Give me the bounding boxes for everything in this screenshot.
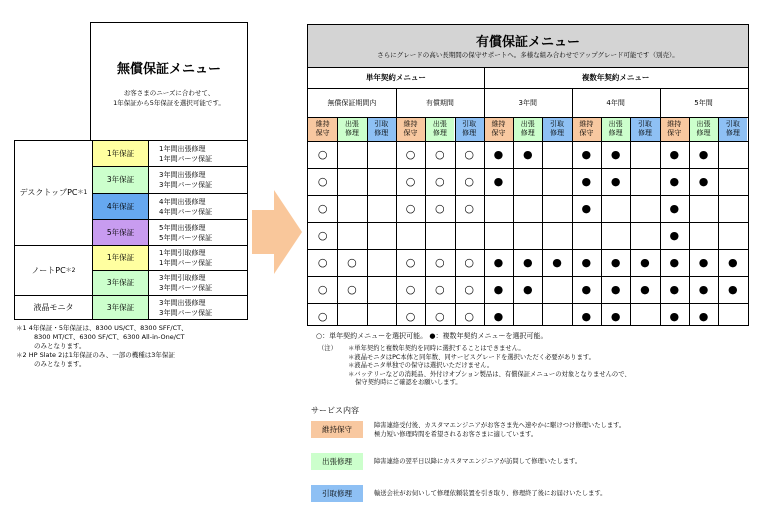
desktop-3yr: 3年保証	[93, 167, 149, 194]
grid-vline	[337, 117, 338, 325]
service-col-header	[513, 117, 542, 141]
service-col-line2: 保守	[579, 129, 594, 137]
notes-label: （注）	[318, 345, 337, 352]
grid-mark	[718, 222, 747, 249]
free-menu-title: 無償保証メニュー	[116, 62, 221, 77]
grid-mark: ○	[317, 283, 328, 296]
desktop-3yr-desc	[149, 167, 247, 194]
grid-hline	[308, 195, 748, 196]
grid-mark: ●	[698, 148, 709, 161]
desc-line: 3年間パーツ保証	[159, 308, 213, 317]
grid-hline	[308, 303, 748, 304]
grid-hline	[308, 141, 748, 142]
grid-mark	[337, 195, 366, 222]
service-col-line1: 維持	[315, 120, 330, 128]
service-col-line2: 修理	[637, 129, 652, 137]
period-header-0: 無償保証期間内	[327, 98, 377, 107]
grid-mark: ○	[405, 148, 416, 161]
grid-mark	[718, 303, 747, 330]
grid-mark	[367, 168, 396, 195]
service-col-header	[455, 117, 484, 141]
desc-line: 1年間パーツ保証	[159, 259, 213, 267]
notebook-3yr: 3年保証	[93, 271, 149, 296]
service-desc-maintenance	[374, 421, 625, 439]
paid-menu-title: 有償保証メニュー	[475, 35, 580, 50]
service-col-header	[660, 117, 689, 141]
grid-mark	[689, 195, 718, 222]
service-col-line1: 出張	[520, 120, 535, 128]
grid-mark: ○	[317, 148, 328, 161]
grid-mark: ○	[405, 202, 416, 215]
notebook-3yr-desc	[149, 271, 247, 296]
grid-vline	[513, 117, 514, 325]
free-menu-table	[14, 140, 248, 320]
grid-mark: ○	[317, 175, 328, 188]
grid-hline	[308, 168, 748, 169]
desktop-4yr: 4年保証	[93, 194, 149, 220]
desc-line: 5年間パーツ保証	[159, 233, 213, 242]
right-arrow-icon	[252, 190, 304, 274]
grid-vline	[660, 88, 661, 325]
service-col-header	[425, 117, 454, 141]
grid-mark: ○	[464, 256, 474, 269]
multi-year-header: 複数年契約メニュー	[581, 73, 650, 82]
grid-mark: ●	[669, 175, 680, 188]
grid-hline	[308, 249, 748, 250]
grid-mark: ●	[728, 283, 738, 296]
grid-mark	[367, 249, 396, 276]
service-desc-line: 極力短い修理時間を希望されるお客さまに適しています。	[374, 431, 538, 438]
service-col-line2: 保守	[403, 129, 418, 137]
grid-mark	[542, 303, 571, 330]
monitor-3yr-desc	[149, 296, 247, 319]
grid-mark	[396, 222, 425, 249]
free-menu-subtitle-line1: お客さまのニーズに合わせて、	[123, 89, 215, 97]
grid-mark: ○	[405, 283, 416, 296]
period-header-4: 5年間	[694, 98, 713, 107]
service-col-line2: 保守	[315, 129, 330, 137]
notebook-1yr-desc	[149, 246, 247, 271]
grid-mark	[542, 168, 571, 195]
grid-mark: ●	[698, 175, 709, 188]
service-col-line2: 修理	[374, 129, 389, 137]
grid-mark: ●	[698, 256, 709, 269]
notebook-1yr: 1年保証	[93, 246, 149, 271]
note-line: ＊バッテリーなどの消耗品、外付けオプション製品は、有償保証メニューの対象となりませんので、	[348, 370, 631, 378]
footnote-line: のみとなります。	[34, 342, 86, 350]
service-col-line2: 保守	[667, 129, 682, 137]
grid-mark	[630, 303, 659, 330]
service-col-line2: 修理	[608, 129, 623, 137]
grid-mark: ●	[493, 175, 504, 188]
desc-line: 1年間パーツ保証	[159, 154, 213, 163]
grid-mark	[689, 222, 718, 249]
service-col-line2: 修理	[550, 129, 565, 137]
paid-menu-subtitle: さらにグレードの高い長期間の保守サポートへ。多様な組み合わせでアップグレード可能です（別売）。	[377, 51, 679, 59]
category-desktop	[15, 141, 93, 246]
grid-mark: ●	[581, 310, 592, 323]
desktop-5yr-desc	[149, 220, 247, 246]
footnote-line: のみとなります。	[34, 360, 86, 368]
grid-mark	[572, 222, 601, 249]
desktop-5yr: 5年保証	[93, 220, 149, 246]
grid-mark: ○	[405, 175, 416, 188]
grid-mark: ○	[317, 229, 328, 242]
service-desc-onsite: 障害連絡の翌平日以降にカスタマエンジニアが訪問して修理いたします。	[374, 458, 582, 465]
desc-line: 5年間出張修理	[159, 223, 206, 232]
grid-mark	[630, 195, 659, 222]
note-line: ＊液晶モニタ単独での保守は選択いただけません。	[348, 362, 494, 369]
free-menu-subtitle-line2: 1年保証から5年保証を選択可能です。	[113, 99, 225, 107]
grid-mark	[367, 222, 396, 249]
grid-mark: ●	[522, 148, 533, 161]
grid-mark	[630, 168, 659, 195]
desc-line: 3年間出張修理	[159, 298, 206, 307]
grid-mark	[630, 141, 659, 168]
period-header-1: 有償期間	[425, 98, 454, 107]
paid-menu-notes	[318, 345, 758, 388]
grid-mark	[367, 195, 396, 222]
service-col-line1: 引取	[637, 120, 652, 128]
footnote-line: ＊1 4年保証・5年保証は、8300 US/CT、8300 SFF/CT、	[16, 324, 188, 332]
service-col-line2: 修理	[462, 129, 477, 137]
service-col-line1: 維持	[667, 120, 682, 128]
service-col-line2: 修理	[344, 129, 359, 137]
service-col-line2: 保守	[491, 129, 506, 137]
grid-mark	[513, 303, 542, 330]
grid-mark: ○	[347, 256, 357, 269]
period-header-3: 4年間	[606, 98, 625, 107]
grid-mark: ○	[464, 175, 474, 188]
grid-mark: ○	[405, 310, 416, 323]
grid-mark	[542, 195, 571, 222]
grid-mark: ●	[552, 256, 562, 269]
service-col-line2: 修理	[432, 129, 447, 137]
grid-mark: ○	[435, 256, 445, 269]
desktop-4yr-desc	[149, 194, 247, 220]
grid-vline	[630, 117, 631, 325]
grid-mark: ●	[610, 256, 621, 269]
grid-mark: ●	[669, 229, 680, 242]
grid-mark	[542, 141, 571, 168]
grid-mark: ○	[435, 202, 445, 215]
grid-vline	[367, 117, 368, 325]
grid-mark	[367, 303, 396, 330]
grid-mark: ○	[317, 256, 328, 269]
grid-mark: ●	[493, 283, 504, 296]
period-header-2: 3年間	[518, 98, 537, 107]
grid-vline	[689, 117, 690, 325]
category-desktop-label: デスクトップPC	[19, 188, 78, 197]
grid-mark	[601, 222, 630, 249]
service-col-line2: 修理	[725, 129, 740, 137]
grid-mark: ●	[581, 256, 592, 269]
service-col-line2: 修理	[696, 129, 711, 137]
service-col-header	[484, 117, 513, 141]
desc-line: 1年間出張修理	[159, 144, 206, 153]
service-col-header	[367, 117, 396, 141]
grid-mark: ●	[698, 283, 709, 296]
grid-mark: ●	[669, 310, 680, 323]
service-col-line2: 修理	[520, 129, 535, 137]
grid-hline	[308, 67, 748, 68]
grid-mark: ○	[435, 283, 445, 296]
grid-mark: ○	[405, 256, 416, 269]
note-line: 保守契約時にご確認をお願いします。	[355, 379, 462, 386]
grid-vline	[572, 88, 573, 325]
category-monitor-label: 液晶モニタ	[33, 302, 74, 312]
services-title: サービス内容	[311, 406, 359, 415]
desc-line: 1年間引取修理	[159, 249, 206, 257]
grid-mark: ●	[610, 283, 621, 296]
free-menu-subtitle	[90, 88, 248, 108]
grid-mark	[367, 141, 396, 168]
notebook-note-mark: ＊2	[65, 266, 76, 274]
grid-mark: ●	[522, 256, 533, 269]
desc-line: 3年間パーツ保証	[159, 284, 213, 292]
grid-mark: ●	[493, 310, 504, 323]
grid-hline	[308, 276, 748, 277]
grid-mark: ●	[493, 148, 504, 161]
desc-line: 4年間出張修理	[159, 197, 206, 206]
grid-mark: ●	[581, 202, 592, 215]
grid-mark	[513, 195, 542, 222]
service-col-line1: 出張	[608, 120, 623, 128]
grid-mark: ○	[464, 202, 474, 215]
grid-vline	[601, 117, 602, 325]
grid-vline	[542, 117, 543, 325]
grid-mark: ●	[610, 148, 621, 161]
desc-line: 4年間パーツ保証	[159, 207, 213, 216]
service-col-header	[689, 117, 718, 141]
service-col-line1: 出張	[344, 120, 359, 128]
grid-mark	[718, 195, 747, 222]
grid-mark: ●	[669, 148, 680, 161]
free-menu-header-box	[90, 22, 248, 140]
grid-mark: ●	[493, 256, 504, 269]
grid-mark: ●	[581, 283, 592, 296]
single-year-header: 単年契約メニュー	[365, 73, 426, 82]
category-notebook-label: ノートPC	[31, 265, 66, 275]
grid-mark	[718, 141, 747, 168]
monitor-3yr: 3年保証	[93, 296, 149, 319]
grid-mark	[425, 222, 454, 249]
service-desc-line: 障害連絡受付後、カスタマエンジニアがお客さま先へ速やかに駆けつけ修理いたします。	[374, 422, 626, 429]
service-col-header	[572, 117, 601, 141]
category-notebook	[15, 246, 93, 296]
grid-mark	[542, 222, 571, 249]
grid-mark	[367, 276, 396, 303]
service-col-header	[337, 117, 366, 141]
grid-mark	[455, 222, 484, 249]
service-col-header	[308, 117, 337, 141]
grid-mark: ●	[640, 256, 650, 269]
free-menu-footnotes	[16, 324, 256, 369]
desktop-1yr: 1年保証	[93, 141, 149, 167]
grid-mark: ○	[435, 310, 445, 323]
grid-mark	[337, 168, 366, 195]
footnote-line: 8300 MT/CT、6300 SF/CT、6300 All-in-One/CT	[34, 333, 185, 341]
grid-vline	[455, 117, 456, 325]
service-col-header	[396, 117, 425, 141]
grid-mark	[513, 222, 542, 249]
grid-mark: ●	[522, 283, 533, 296]
note-line: ＊液晶モニタはPC本体と同年数、同サービスグレードを選択いただく必要があります。	[348, 353, 595, 361]
grid-mark	[718, 168, 747, 195]
note-line: ＊単年契約と複数年契約を同時に選択することはできません。	[348, 345, 525, 352]
grid-mark: ●	[610, 310, 621, 323]
service-label-pickup: 引取修理	[311, 485, 363, 502]
grid-mark: ●	[610, 175, 621, 188]
service-col-line1: 維持	[403, 120, 418, 128]
service-col-line1: 引取	[462, 120, 477, 128]
service-col-header	[718, 117, 747, 141]
grid-mark	[601, 195, 630, 222]
grid-mark: ●	[669, 256, 680, 269]
paid-menu-legend: ○：単年契約メニューを選択可能。 ●：複数年契約メニューを選択可能。	[316, 332, 548, 340]
grid-mark: ●	[581, 148, 592, 161]
desc-line: 3年間出張修理	[159, 171, 206, 179]
service-col-header	[601, 117, 630, 141]
service-col-header	[542, 117, 571, 141]
service-desc-pickup: 輸送会社がお伺いして修理依頼装置を引き取り、修理終了後にお届けいたします。	[374, 490, 607, 497]
service-col-line1: 維持	[579, 120, 594, 128]
desktop-note-mark: ＊1	[77, 189, 88, 196]
service-col-line1: 出張	[696, 120, 711, 128]
grid-mark: ●	[581, 175, 592, 188]
grid-mark: ●	[669, 283, 680, 296]
grid-mark	[337, 303, 366, 330]
grid-mark: ●	[698, 310, 709, 323]
category-monitor	[15, 296, 93, 319]
service-col-line1: 引取	[550, 120, 565, 128]
grid-mark: ●	[728, 256, 738, 269]
grid-mark: ○	[317, 202, 328, 215]
service-label-maintenance: 維持保守	[311, 421, 363, 438]
desc-line: 3年間パーツ保証	[159, 181, 213, 189]
service-label-onsite: 出張修理	[311, 453, 363, 470]
service-col-line1: 引取	[374, 120, 389, 128]
grid-mark	[484, 195, 513, 222]
grid-mark: ○	[464, 148, 474, 161]
grid-hline	[308, 117, 748, 118]
grid-vline	[425, 117, 426, 325]
grid-mark: ○	[464, 310, 474, 323]
footnote-line: ＊2 HP Slate 2は1年保証のみ、一部の機種は3年保証	[16, 351, 175, 359]
grid-hline	[308, 88, 748, 89]
service-col-header	[630, 117, 659, 141]
grid-mark: ○	[464, 283, 474, 296]
grid-mark	[484, 222, 513, 249]
grid-mark: ○	[435, 148, 445, 161]
grid-mark	[337, 141, 366, 168]
grid-vline	[484, 67, 485, 325]
service-col-line1: 維持	[491, 120, 506, 128]
grid-vline	[718, 117, 719, 325]
desc-line: 3年間引取修理	[159, 274, 206, 282]
service-col-line1: 出張	[432, 120, 447, 128]
grid-mark	[630, 222, 659, 249]
grid-mark: ●	[640, 283, 650, 296]
grid-vline	[396, 88, 397, 325]
grid-mark	[337, 222, 366, 249]
grid-hline	[308, 222, 748, 223]
desktop-1yr-desc	[149, 141, 247, 167]
grid-mark	[513, 168, 542, 195]
grid-mark: ○	[347, 283, 357, 296]
grid-mark	[542, 276, 571, 303]
service-col-line1: 引取	[725, 120, 740, 128]
grid-mark: ○	[435, 175, 445, 188]
grid-mark: ○	[317, 310, 328, 323]
grid-mark: ●	[669, 202, 680, 215]
